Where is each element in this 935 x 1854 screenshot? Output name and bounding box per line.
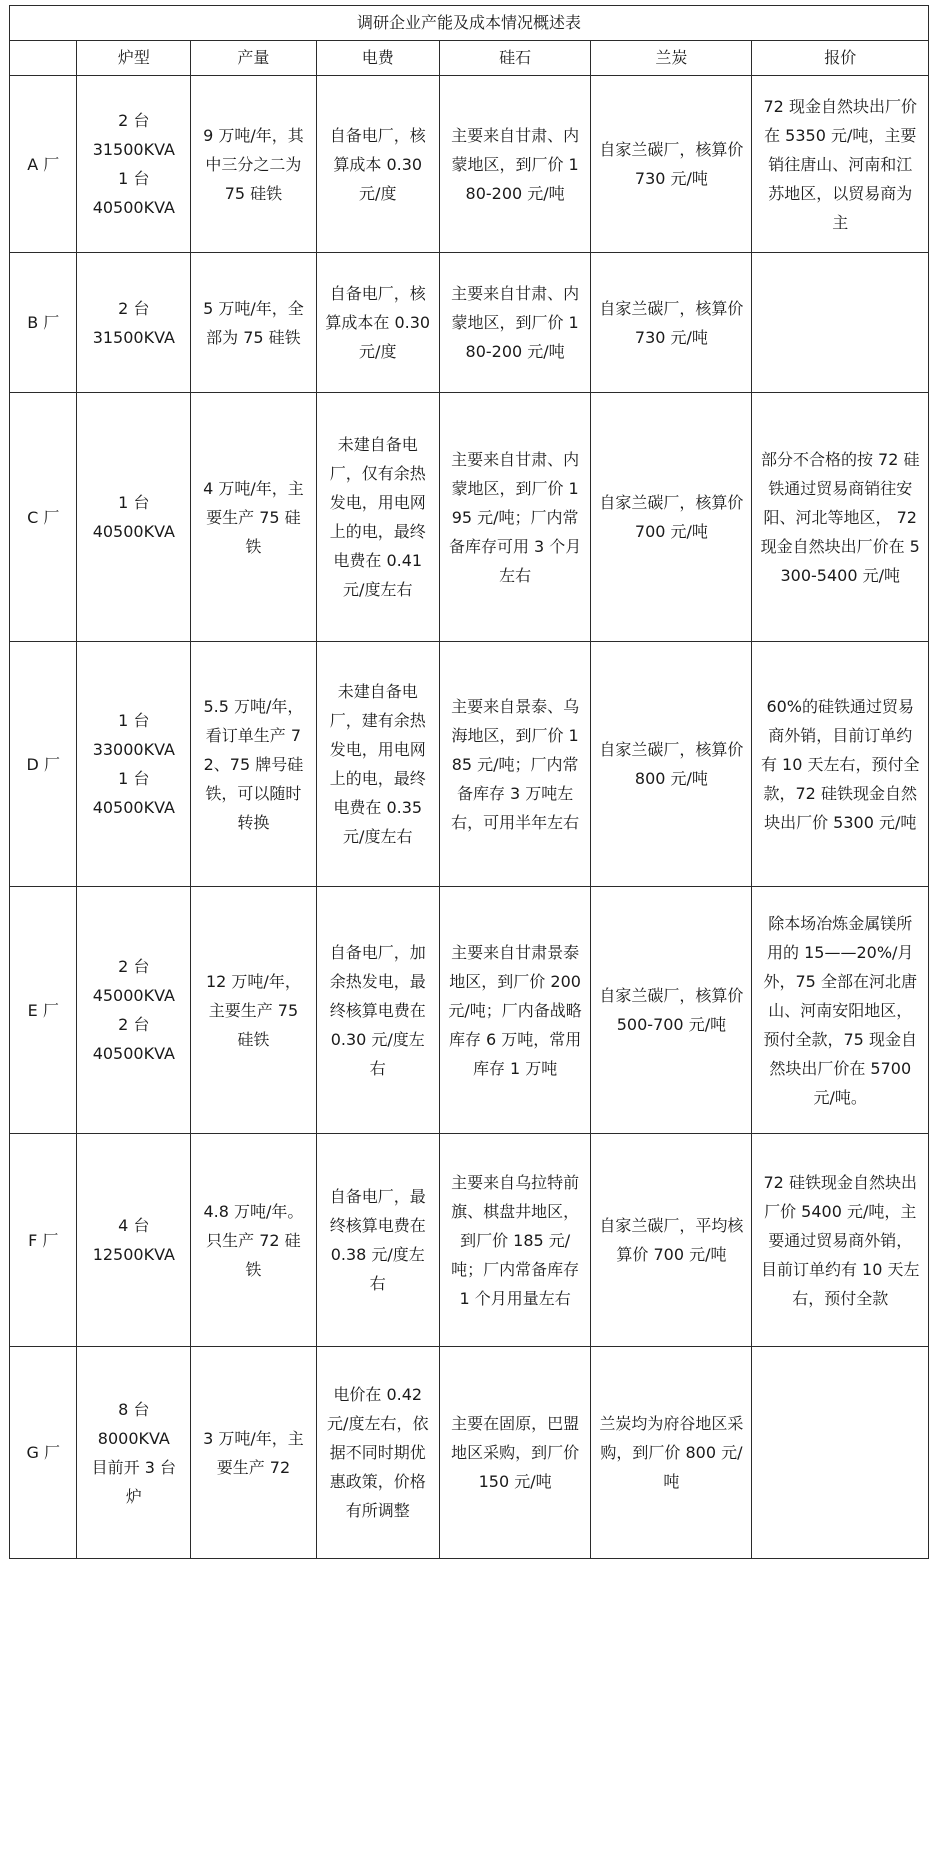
price-cell: 60%的硅铁通过贸易商外销，目前订单约有 10 天左右，预付全款，72 硅铁现金自然块出厂价 5300 元/吨 [752, 642, 929, 887]
factory-name: G 厂 [10, 1347, 77, 1559]
power-cell: 电价在 0.42 元/度左右，依据不同时期优惠政策，价格有所调整 [316, 1347, 439, 1559]
coke-cell: 自家兰碳厂，平均核算价 700 元/吨 [591, 1134, 752, 1347]
header-row [10, 41, 929, 76]
header-blank [10, 41, 77, 76]
coke-cell: 自家兰碳厂，核算价 730 元/吨 [591, 253, 752, 393]
furnace-cell: 1 台 33000KVA 1 台 40500KVA [77, 642, 191, 887]
furnace-cell: 2 台 31500KVA 1 台 40500KVA [77, 76, 191, 253]
price-cell: 72 现金自然块出厂价在 5350 元/吨，主要销往唐山、河南和江苏地区，以贸易商为主 [752, 76, 929, 253]
table-row [10, 1134, 929, 1347]
coke-cell: 自家兰碳厂，核算价 500-700 元/吨 [591, 887, 752, 1134]
furnace-cell: 4 台 12500KVA [77, 1134, 191, 1347]
table-row [10, 642, 929, 887]
header-output: 产量 [191, 41, 317, 76]
factory-name: F 厂 [10, 1134, 77, 1347]
silica-cell: 主要来自乌拉特前旗、棋盘井地区，到厂价 185 元/吨；厂内常备库存 1 个月用量左右 [439, 1134, 591, 1347]
header-power: 电费 [316, 41, 439, 76]
furnace-cell: 2 台 31500KVA [77, 253, 191, 393]
factory-name: A 厂 [10, 76, 77, 253]
power-cell: 自备电厂，核算成本 0.30 元/度 [316, 76, 439, 253]
price-cell: 除本场冶炼金属镁所用的 15——20%/月外，75 全部在河北唐山、河南安阳地区，预付全款，75 现金自然块出厂价在 5700 元/吨。 [752, 887, 929, 1134]
header-silica: 硅石 [439, 41, 591, 76]
table-row [10, 393, 929, 642]
factory-name: C 厂 [10, 393, 77, 642]
power-cell: 未建自备电厂，仅有余热发电，用电网上的电，最终电费在 0.41 元/度左右 [316, 393, 439, 642]
price-cell [752, 1347, 929, 1559]
header-furnace: 炉型 [77, 41, 191, 76]
factory-name: B 厂 [10, 253, 77, 393]
output-cell: 9 万吨/年，其中三分之二为 75 硅铁 [191, 76, 317, 253]
table-title: 调研企业产能及成本情况概述表 [10, 6, 929, 41]
output-cell: 5.5 万吨/年，看订单生产 72、75 牌号硅铁，可以随时转换 [191, 642, 317, 887]
silica-cell: 主要来自甘肃、内蒙地区，到厂价 195 元/吨；厂内常备库存可用 3 个月左右 [439, 393, 591, 642]
price-cell: 72 硅铁现金自然块出厂价 5400 元/吨，主要通过贸易商外销，目前订单约有 10 天左右，预付全款 [752, 1134, 929, 1347]
power-cell: 自备电厂，最终核算电费在 0.38 元/度左右 [316, 1134, 439, 1347]
header-coke: 兰炭 [591, 41, 752, 76]
table-row [10, 1347, 929, 1559]
coke-cell: 自家兰碳厂，核算价 730 元/吨 [591, 76, 752, 253]
output-cell: 4.8 万吨/年。只生产 72 硅铁 [191, 1134, 317, 1347]
table-row [10, 887, 929, 1134]
silica-cell: 主要来自景泰、乌海地区，到厂价 185 元/吨；厂内常备库存 3 万吨左右，可用半年左右 [439, 642, 591, 887]
table-row [10, 253, 929, 393]
coke-cell: 自家兰碳厂，核算价 800 元/吨 [591, 642, 752, 887]
furnace-cell: 1 台 40500KVA [77, 393, 191, 642]
power-cell: 未建自备电厂，建有余热发电，用电网上的电，最终电费在 0.35 元/度左右 [316, 642, 439, 887]
furnace-cell: 8 台 8000KVA 目前开 3 台炉 [77, 1347, 191, 1559]
output-cell: 3 万吨/年，主要生产 72 [191, 1347, 317, 1559]
coke-cell: 兰炭均为府谷地区采购，到厂价 800 元/吨 [591, 1347, 752, 1559]
price-cell: 部分不合格的按 72 硅铁通过贸易商销往安阳、河北等地区， 72 现金自然块出厂价在 5300-5400 元/吨 [752, 393, 929, 642]
silica-cell: 主要在固原，巴盟地区采购，到厂价 150 元/吨 [439, 1347, 591, 1559]
coke-cell: 自家兰碳厂，核算价 700 元/吨 [591, 393, 752, 642]
header-price: 报价 [752, 41, 929, 76]
furnace-cell: 2 台 45000KVA 2 台 40500KVA [77, 887, 191, 1134]
table-row [10, 76, 929, 253]
price-cell [752, 253, 929, 393]
power-cell: 自备电厂，加余热发电，最终核算电费在 0.30 元/度左右 [316, 887, 439, 1134]
factory-name: D 厂 [10, 642, 77, 887]
factory-name: E 厂 [10, 887, 77, 1134]
power-cell: 自备电厂，核算成本在 0.30 元/度 [316, 253, 439, 393]
output-cell: 5 万吨/年，全部为 75 硅铁 [191, 253, 317, 393]
silica-cell: 主要来自甘肃、内蒙地区，到厂价 180-200 元/吨 [439, 253, 591, 393]
silica-cell: 主要来自甘肃景泰地区，到厂价 200 元/吨；厂内备战略库存 6 万吨，常用库存 1 万吨 [439, 887, 591, 1134]
survey-table [9, 5, 929, 1559]
output-cell: 4 万吨/年，主要生产 75 硅铁 [191, 393, 317, 642]
silica-cell: 主要来自甘肃、内蒙地区，到厂价 180-200 元/吨 [439, 76, 591, 253]
output-cell: 12 万吨/年，主要生产 75 硅铁 [191, 887, 317, 1134]
